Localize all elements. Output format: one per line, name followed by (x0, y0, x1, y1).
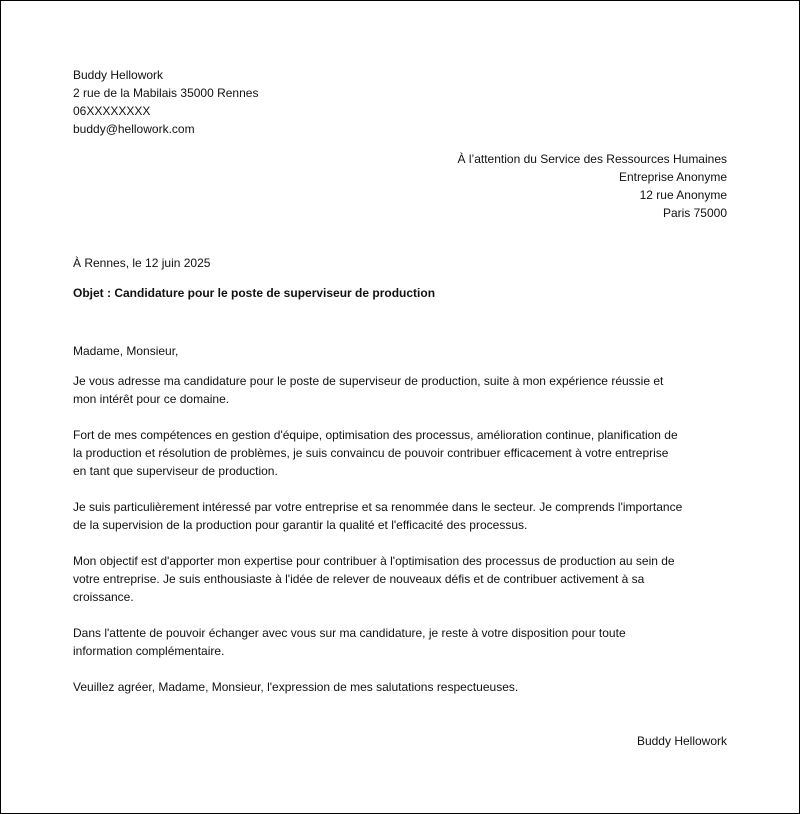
sender-block (73, 66, 473, 138)
paragraph-line: Je suis particulièrement intéressé par votre entreprise et sa renommée dans le secteur. Je comprends l'importance (73, 500, 683, 514)
subject-line: Objet : Candidature pour le poste de superviseur de production (73, 286, 436, 300)
recipient-company: Entreprise Anonyme (618, 170, 727, 184)
signature: Buddy Hellowork (636, 734, 727, 748)
sender-email: buddy@hellowork.com (73, 122, 195, 136)
paragraph-line: Mon objectif est d'apporter mon expertise pour contribuer à l'optimisation des processus de production au sein de (73, 554, 675, 568)
paragraph (73, 498, 729, 534)
recipient-street: 12 rue Anonyme (639, 188, 727, 202)
paragraph-line: information complémentaire. (73, 644, 225, 658)
paragraph (73, 552, 729, 606)
paragraph-line: votre entreprise. Je suis enthousiaste à l'idée de relever de nouveaux défis et de contribuer activement à sa (73, 572, 645, 586)
paragraph-line: Je vous adresse ma candidature pour le poste de superviseur de production, suite à mon expérience réussie et (73, 374, 664, 388)
paragraph-line: Fort de mes compétences en gestion d'équipe, optimisation des processus, amélioration continue, planification de (73, 428, 678, 442)
sender-phone: 06XXXXXXXX (73, 104, 151, 118)
paragraph-line: Dans l'attente de pouvoir échanger avec vous sur ma candidature, je reste à votre disposition pour toute (73, 626, 626, 640)
paragraph-line: en tant que superviseur de production. (73, 464, 278, 478)
paragraph-line: la production et résolution de problèmes, je suis convaincu de pouvoir contribuer efficacement à votre entreprise (73, 446, 669, 460)
letter-body (73, 372, 729, 678)
paragraph (73, 372, 729, 408)
paragraph (73, 426, 729, 480)
sender-name: Buddy Hellowork (73, 68, 164, 82)
recipient-attention: À l’attention du Service des Ressources Humaines (457, 152, 727, 166)
sender-address: 2 rue de la Mabilais 35000 Rennes (73, 86, 259, 100)
place-date: À Rennes, le 12 juin 2025 (73, 256, 211, 270)
recipient-city: Paris 75000 (662, 206, 727, 220)
paragraph-line: mon intérêt pour ce domaine. (73, 392, 230, 406)
paragraph-line: croissance. (73, 590, 134, 604)
salutation: Madame, Monsieur, (73, 344, 179, 358)
paragraph (73, 624, 729, 660)
paragraph-line: de la supervision de la production pour garantir la qualité et l'efficacité des processus. (73, 518, 528, 532)
closing-formula: Veuillez agréer, Madame, Monsieur, l'expression de mes salutations respectueuses. (73, 680, 519, 694)
recipient-block (327, 150, 727, 222)
